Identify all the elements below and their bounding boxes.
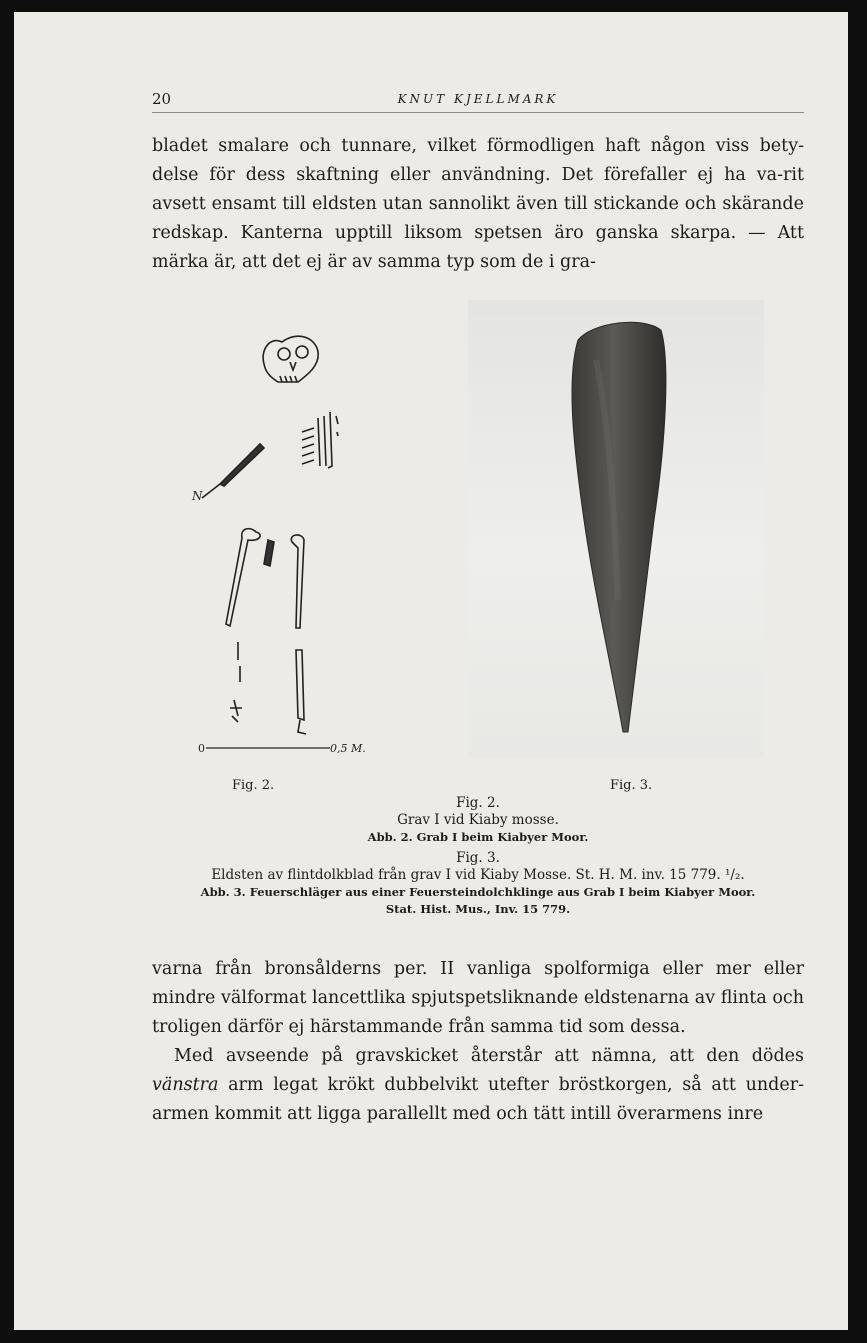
running-title: KNUT KJELLMARK [397,92,559,106]
fig3-photograph [468,300,764,758]
paragraph: bladet smalare och tunnare, vilket förmodligen haft någon viss bety-delse för dess skaftning eller användning. Det förefaller ej ha va-rit avsett ensamt till eldsten utan sannolikt även till stickande och skärande redskap. Kanterna upptill liksom spetsen äro ganska skarpa. — Att märka är, att det ej är av samma typ som de i gra- [152,136,804,272]
figure-caption [152,795,804,918]
flint-blade-icon [572,322,666,732]
fig2-label: Fig. 2. [232,778,275,793]
lower-bones-icon [230,642,306,734]
caption-fig2-swedish: Grav I vid Kiaby mosse. [397,812,559,828]
caption-fig3-german-2: Stat. Hist. Mus., Inv. 15 779. [385,902,571,916]
north-label: N [192,489,203,503]
paragraph [152,1042,804,1129]
caption-fig2-german: Abb. 2. Grab I beim Kiabyer Moor. [367,830,589,844]
paragraph-part: arm legat krökt dubbelvikt utefter bröstkorgen, så att under-armen kommit att ligga parallellt med och tätt intill överarmens inre [152,1075,804,1124]
long-bones-icon [226,529,304,628]
body-text-top [152,132,804,277]
paragraph: varna från bronsålderns per. II vanliga spolformiga eller mer eller mindre välformat lancettlika spjutspetsliknande eldstenarna av flinta och troligen därför ej härstammande från samma tid som dessa. [152,959,804,1037]
caption-fig2-head: Fig. 2. [456,795,500,811]
caption-fig3-swedish: Eldsten av flintdolkblad från grav I vid Kiaby Mosse. St. H. M. inv. 15 779. ¹/₂. [211,867,745,883]
paragraph-part: Med avseende på gravskicket återstår att nämna, att den dödes [174,1046,804,1066]
ribs-icon [302,412,338,468]
fig3-label: Fig. 3. [610,778,653,793]
emphasis: vänstra [152,1075,219,1095]
running-head [152,90,804,113]
caption-fig3-head: Fig. 3. [456,850,500,866]
body-text-bottom [152,955,804,1129]
scale-end: 0,5 M. [330,742,366,755]
skull-icon [263,336,318,382]
caption-fig3-german-1: Abb. 3. Feuerschläger aus einer Feuersteindolchklinge aus Grab I beim Kiabyer Moor. [200,885,756,899]
page-number: 20 [152,90,172,108]
fig2-grave-drawing [180,320,366,760]
flint-dagger-icon [202,444,264,498]
scale-start: 0 [198,742,205,755]
